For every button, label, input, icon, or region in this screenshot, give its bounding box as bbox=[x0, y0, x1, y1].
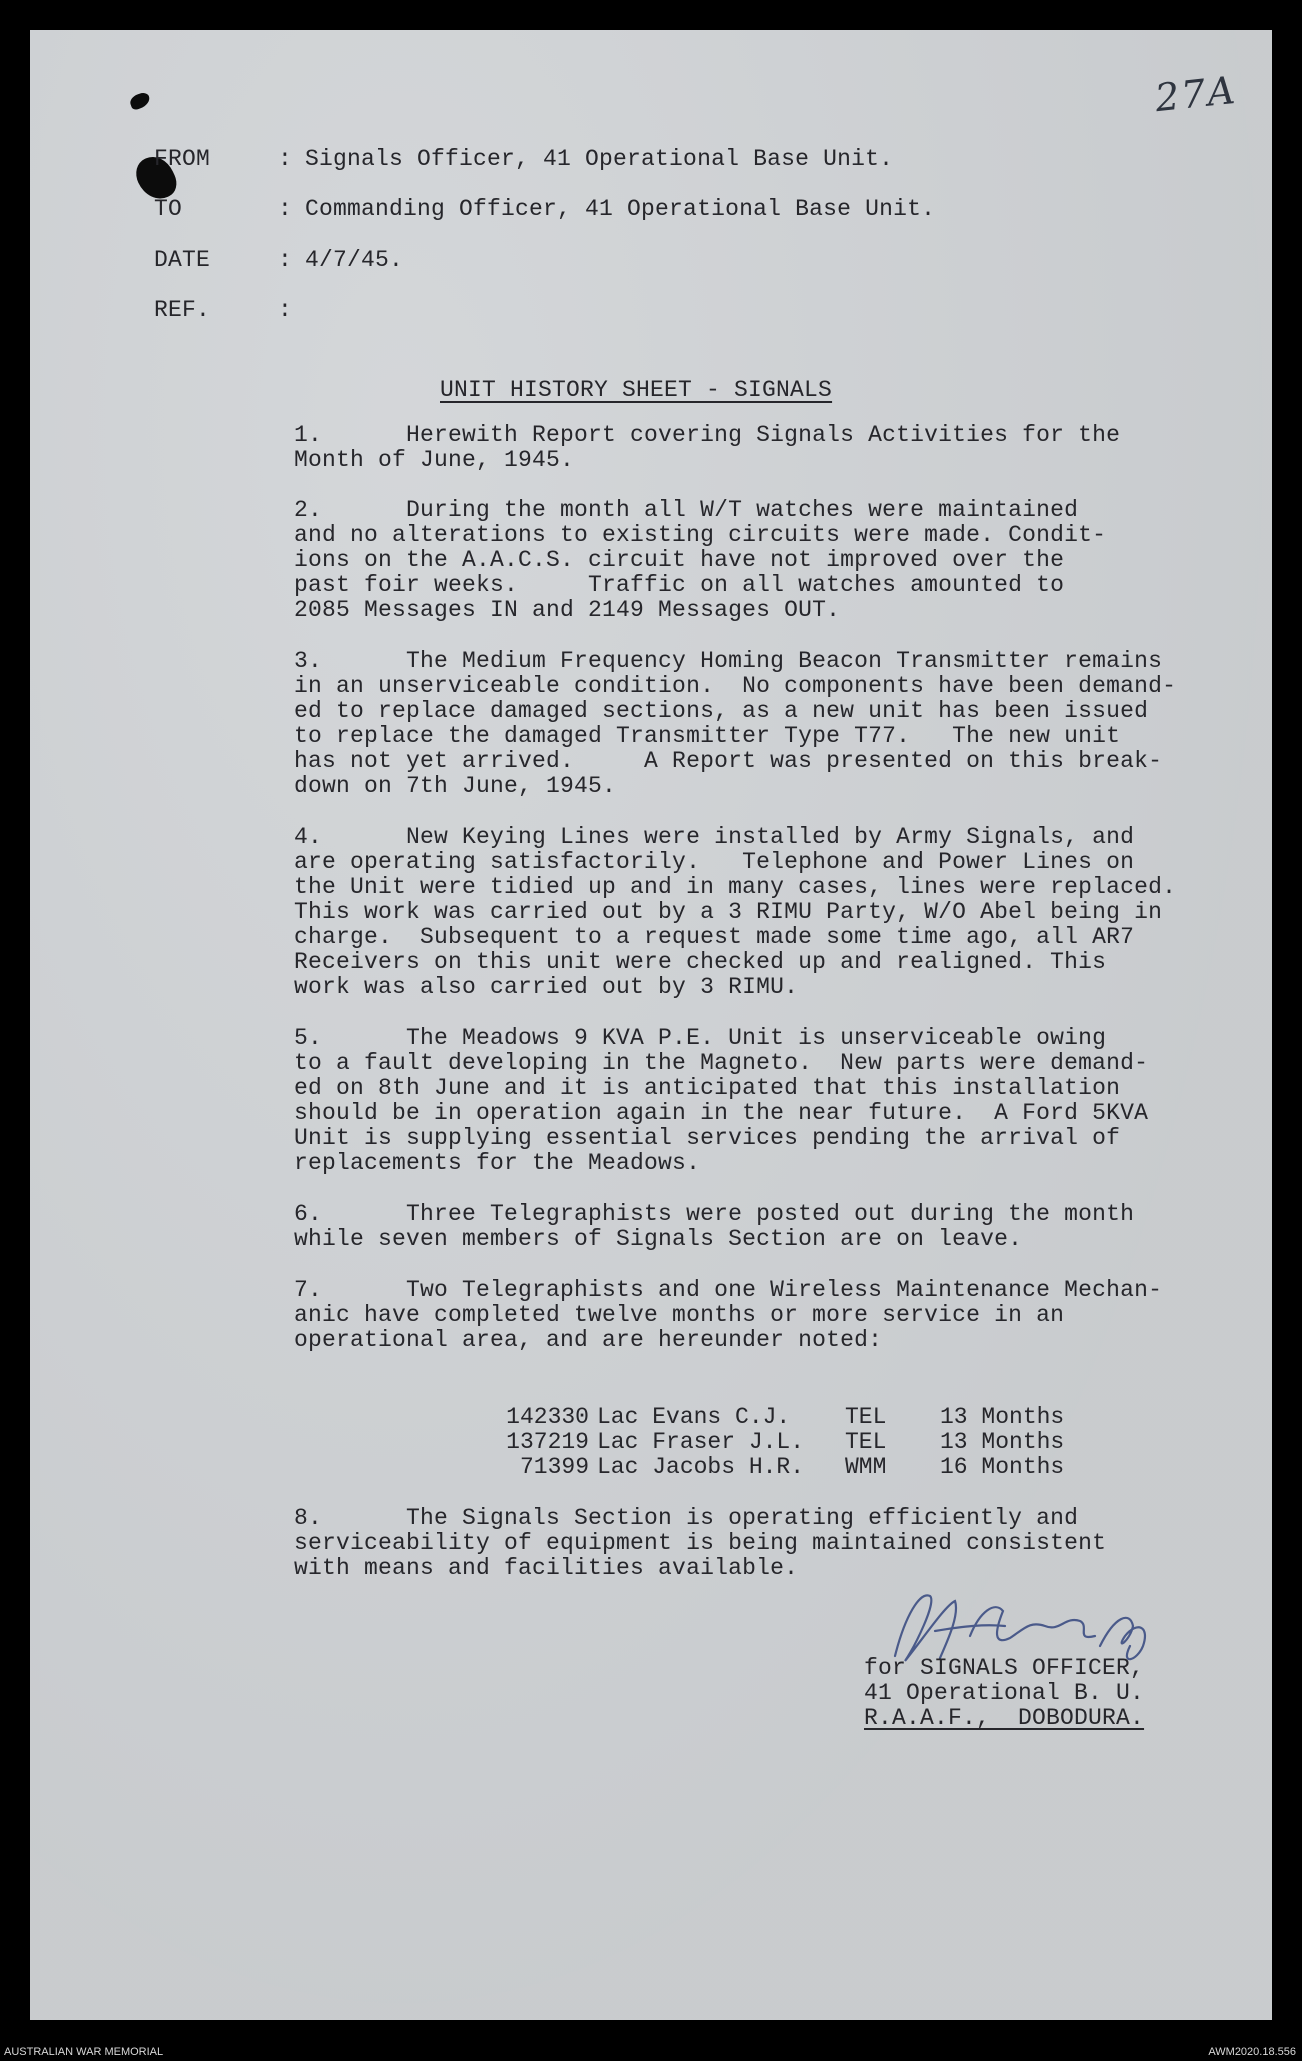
text-line: 7. Two Telegraphists and one Wireless Maintenance Mechan- bbox=[294, 1277, 1163, 1303]
text-line: 5. The Meadows 9 KVA P.E. Unit is unserviceable owing bbox=[294, 1025, 1107, 1051]
trade: WMM bbox=[845, 1454, 887, 1480]
text-line: the Unit were tidied up and in many cases, lines were replaced. bbox=[294, 874, 1177, 900]
paragraph-7 bbox=[294, 1278, 1254, 1353]
ref-colon: : bbox=[278, 297, 293, 323]
paragraph-6 bbox=[294, 1202, 1254, 1252]
date-value: 4/7/45. bbox=[305, 247, 404, 273]
service-number: 137219 bbox=[506, 1429, 589, 1455]
signature-block bbox=[864, 1656, 1144, 1731]
paragraph-2 bbox=[294, 498, 1254, 623]
service-length: 13 Months bbox=[940, 1404, 1065, 1430]
to-label: TO bbox=[154, 196, 183, 222]
text-line: Unit is supplying essential services pending the arrival of bbox=[294, 1125, 1121, 1151]
paragraph-1 bbox=[294, 423, 1254, 473]
ref-label: REF. bbox=[154, 297, 211, 323]
text-line: while seven members of Signals Section are on leave. bbox=[294, 1226, 1023, 1252]
text-line: 4. New Keying Lines were installed by Army Signals, and bbox=[294, 824, 1135, 850]
text-line: anic have completed twelve months or more service in an bbox=[294, 1302, 1065, 1328]
text-line: replacements for the Meadows. bbox=[294, 1150, 701, 1176]
text-line: serviceability of equipment is being maintained consistent bbox=[294, 1530, 1107, 1556]
text-line: 2085 Messages IN and 2149 Messages OUT. bbox=[294, 597, 841, 623]
text-line: operational area, and are hereunder noted: bbox=[294, 1327, 883, 1353]
document-page bbox=[30, 30, 1272, 2020]
text-line: has not yet arrived. A Report was presented on this break- bbox=[294, 748, 1163, 774]
footer-accession-number: AWM2020.18.556 bbox=[1208, 2046, 1296, 2058]
text-line: past foir weeks. Traffic on all watches amounted to bbox=[294, 572, 1065, 598]
document-title: UNIT HISTORY SHEET - SIGNALS bbox=[440, 377, 833, 403]
text-line: ed to replace damaged sections, as a new unit has been issued bbox=[294, 698, 1149, 724]
paragraph-8 bbox=[294, 1506, 1254, 1581]
nominal-roll bbox=[485, 1405, 1064, 1480]
text-line: 1. Herewith Report covering Signals Activities for the bbox=[294, 422, 1121, 448]
text-line: and no alterations to existing circuits were made. Condit- bbox=[294, 522, 1107, 548]
text-line: This work was carried out by a 3 RIMU Party, W/O Abel being in bbox=[294, 899, 1163, 925]
from-label: FROM bbox=[154, 146, 211, 172]
member-name: Lac Fraser J.L. bbox=[597, 1429, 805, 1455]
service-number: 142330 bbox=[506, 1404, 589, 1430]
signature-line-3: R.A.A.F., DOBODURA. bbox=[864, 1705, 1145, 1731]
to-value: Commanding Officer, 41 Operational Base Unit. bbox=[305, 196, 936, 222]
paragraph-4 bbox=[294, 825, 1254, 1000]
text-line: Receivers on this unit were checked up and realigned. This bbox=[294, 949, 1107, 975]
service-number: 71399 bbox=[519, 1454, 589, 1480]
text-line: charge. Subsequent to a request made some time ago, all AR7 bbox=[294, 924, 1135, 950]
footer-credit: AUSTRALIAN WAR MEMORIAL bbox=[4, 2046, 164, 2058]
table-row bbox=[485, 1455, 1064, 1480]
text-line: in an unserviceable condition. No components have been demand- bbox=[294, 673, 1177, 699]
to-colon: : bbox=[278, 196, 293, 222]
text-line: 2. During the month all W/T watches were maintained bbox=[294, 497, 1079, 523]
member-name: Lac Evans C.J. bbox=[597, 1404, 791, 1430]
text-line: ions on the A.A.C.S. circuit have not improved over the bbox=[294, 547, 1065, 573]
folio-number: 27A bbox=[1152, 67, 1239, 121]
signature-line-2: 41 Operational B. U. bbox=[864, 1680, 1145, 1706]
member-name: Lac Jacobs H.R. bbox=[597, 1454, 805, 1480]
text-line: work was also carried out by 3 RIMU. bbox=[294, 974, 799, 1000]
service-length: 13 Months bbox=[940, 1429, 1065, 1455]
date-colon: : bbox=[278, 247, 293, 273]
from-colon: : bbox=[278, 146, 293, 172]
service-length: 16 Months bbox=[940, 1454, 1065, 1480]
text-line: are operating satisfactorily. Telephone and Power Lines on bbox=[294, 849, 1135, 875]
signature-line-1: for SIGNALS OFFICER, bbox=[864, 1655, 1145, 1681]
text-line: to replace the damaged Transmitter Type T77. The new unit bbox=[294, 723, 1121, 749]
table-row bbox=[485, 1405, 1064, 1430]
punch-hole-top bbox=[128, 91, 152, 111]
text-line: Month of June, 1945. bbox=[294, 447, 575, 473]
nominal-roll-table bbox=[485, 1405, 1064, 1480]
text-line: ed on 8th June and it is anticipated that this installation bbox=[294, 1075, 1121, 1101]
from-value: Signals Officer, 41 Operational Base Unit. bbox=[305, 146, 894, 172]
text-line: should be in operation again in the near future. A Ford 5KVA bbox=[294, 1100, 1149, 1126]
text-line: down on 7th June, 1945. bbox=[294, 773, 617, 799]
text-line: 8. The Signals Section is operating efficiently and bbox=[294, 1505, 1079, 1531]
text-line: 3. The Medium Frequency Homing Beacon Transmitter remains bbox=[294, 648, 1163, 674]
trade: TEL bbox=[845, 1429, 887, 1455]
text-line: to a fault developing in the Magneto. New parts were demand- bbox=[294, 1050, 1149, 1076]
table-row bbox=[485, 1430, 1064, 1455]
paragraph-5 bbox=[294, 1026, 1254, 1176]
text-line: with means and facilities available. bbox=[294, 1555, 799, 1581]
date-label: DATE bbox=[154, 247, 211, 273]
trade: TEL bbox=[845, 1404, 887, 1430]
paragraph-3 bbox=[294, 649, 1254, 799]
text-line: 6. Three Telegraphists were posted out during the month bbox=[294, 1201, 1135, 1227]
